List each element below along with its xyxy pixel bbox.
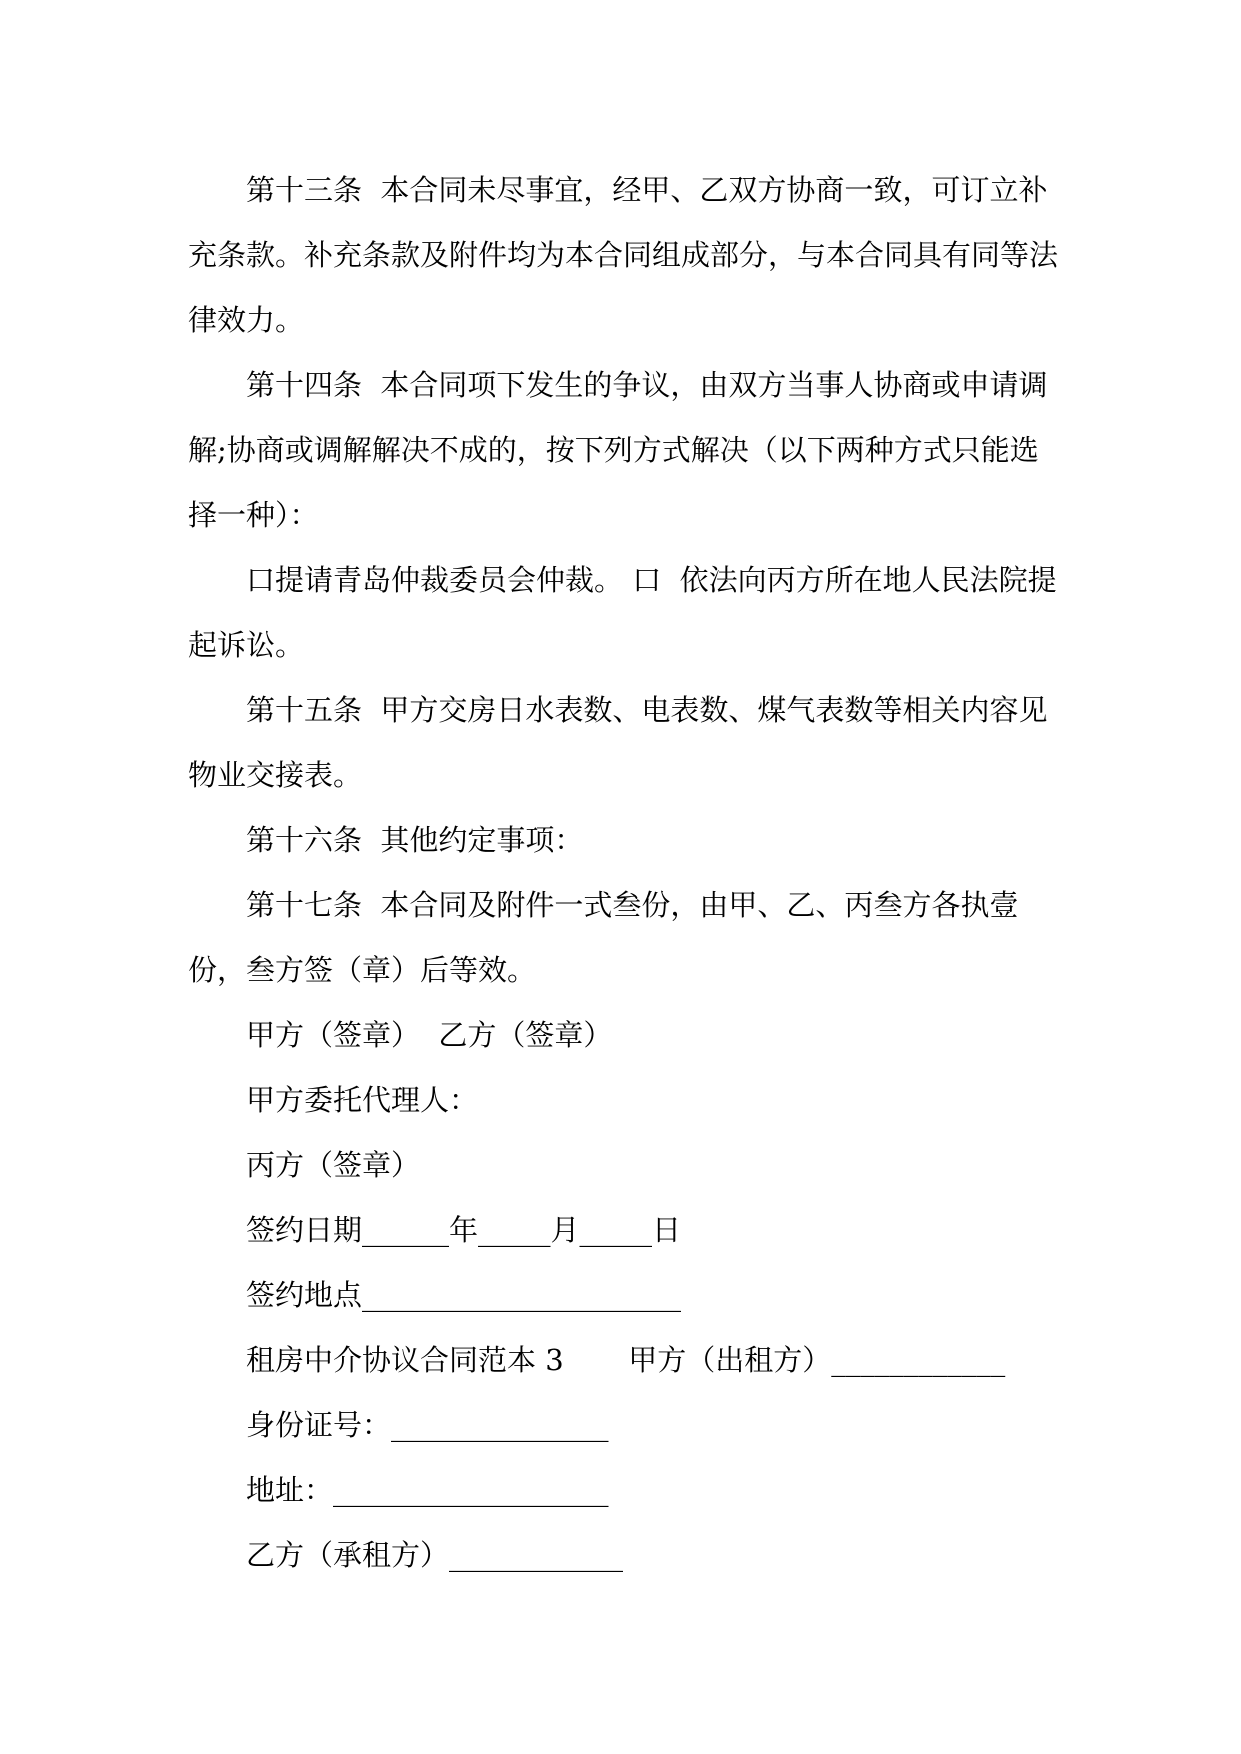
dispute-options: 口提请青岛仲裁委员会仲裁。 口 依法向丙方所在地人民法院提起诉讼。 xyxy=(188,563,1057,662)
clause-15: 第十五条 甲方交房日水表数、电表数、煤气表数等相关内容见物业交接表。 xyxy=(188,693,1048,792)
party-b-tenant-field: 乙方（承租方）____________ xyxy=(246,1538,624,1572)
address-field: 地址：___________________ xyxy=(246,1473,609,1507)
signing-date: 签约日期______年_____月_____日 xyxy=(246,1213,682,1247)
party-a-agent: 甲方委托代理人： xyxy=(246,1083,479,1117)
clause-13: 第十三条 本合同未尽事宜，经甲、乙双方协商一致，可订立补充条款。补充条款及附件均为本合同组成部分，与本合同具有同等法律效力。 xyxy=(188,173,1059,337)
clause-14: 第十四条 本合同项下发生的争议，由双方当事人协商或申请调解;协商或调解解决不成的，按下列方式解决（以下两种方式只能选择一种）： xyxy=(188,368,1048,532)
document-body xyxy=(188,158,1060,1588)
clause-16: 第十六条 其他约定事项： xyxy=(246,823,584,857)
signature-party-a-b: 甲方（签章） 乙方（签章） xyxy=(246,1018,613,1052)
signing-place: 签约地点______________________ xyxy=(246,1278,682,1312)
signature-party-c: 丙方（签章） xyxy=(246,1148,421,1182)
id-number-field: 身份证号：_______________ xyxy=(246,1408,609,1442)
clause-17: 第十七条 本合同及附件一式叁份，由甲、乙、丙叁方各执壹份，叁方签（章）后等效。 xyxy=(188,888,1019,987)
template-3-party-a: 租房中介协议合同范本 3 甲方（出租方）____________ xyxy=(246,1343,1006,1377)
